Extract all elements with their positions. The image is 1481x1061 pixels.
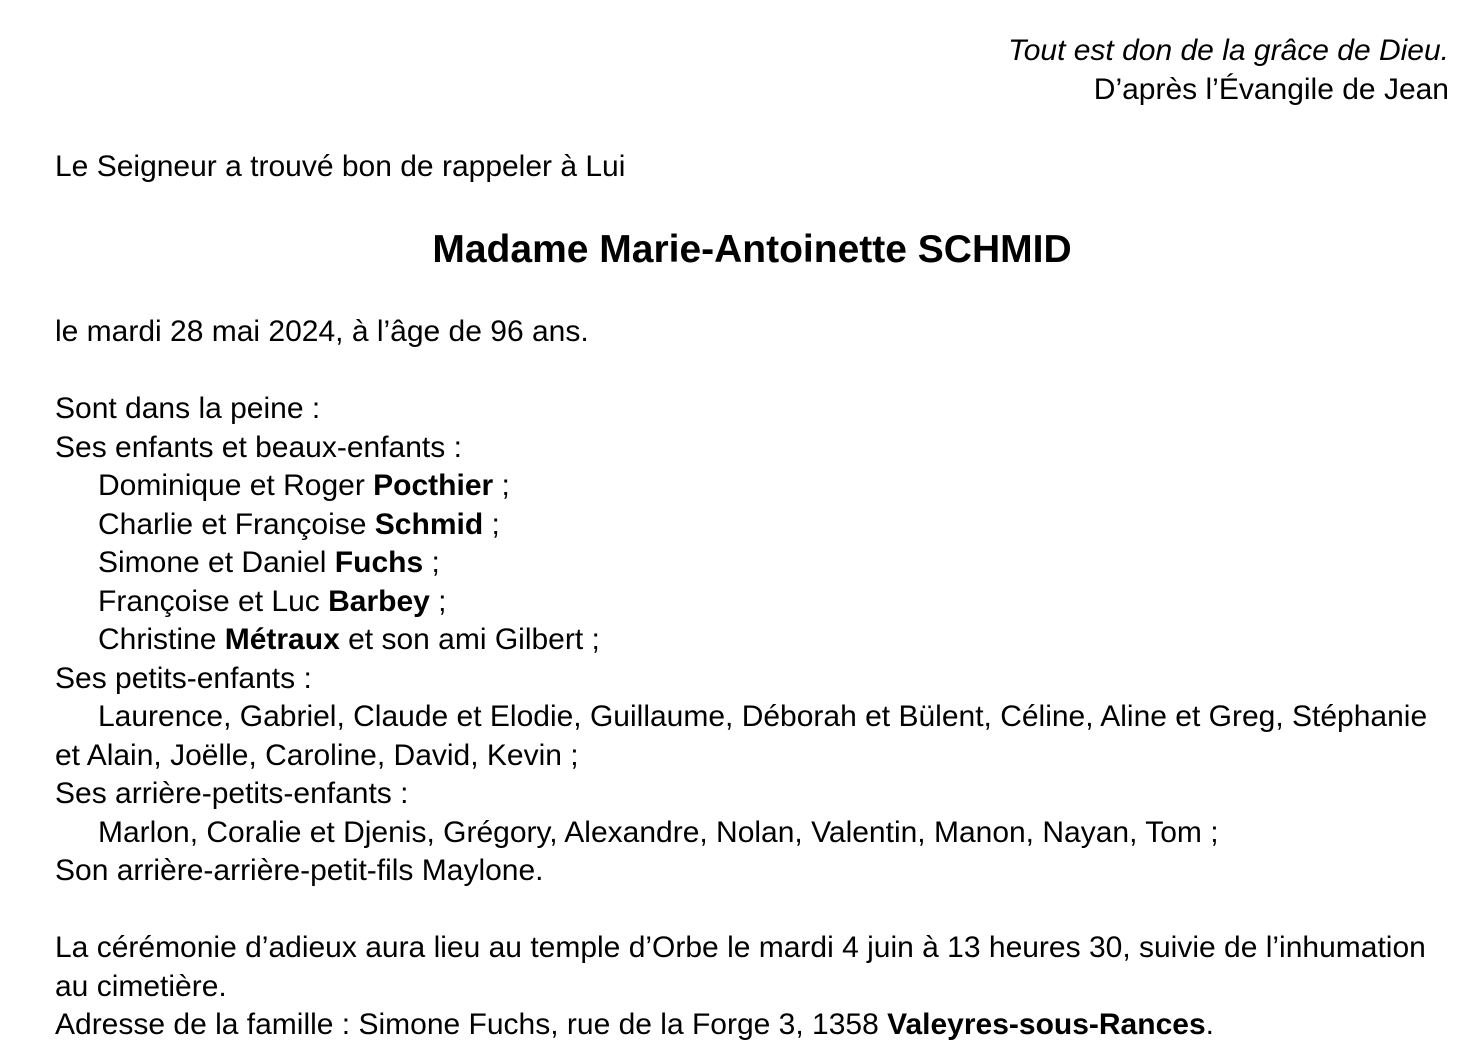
ceremony-section (55, 929, 1449, 1045)
child-surname: Barbey (328, 584, 430, 618)
child-line (55, 583, 1449, 622)
child-names: Christine (98, 623, 225, 656)
child-names: Françoise et Luc (98, 584, 329, 618)
child-line (55, 467, 1449, 506)
child-names: Dominique et Roger (98, 469, 374, 502)
grandchildren-list: Laurence, Gabriel, Claude et Elodie, Guillaume, Déborah et Bülent, Céline, Aline et Greg, Stéphanie et Alain, Joëlle, Caroline, David, Kevin ; (55, 700, 1428, 772)
child-surname: Fuchs (334, 546, 424, 579)
grandchildren-header: Ses petits-enfants : (55, 661, 312, 695)
great-great-grandson-line: Son arrière-arrière-petit-fils Maylone. (55, 854, 544, 887)
address-period: . (1205, 1008, 1214, 1041)
child-suffix: ; (429, 584, 447, 618)
deceased-name-title: Madame Marie-Antoinette SCHMID (432, 227, 1072, 271)
great-grandchildren-header: Ses arrière-petits-enfants : (55, 777, 409, 810)
child-suffix: ; (483, 507, 500, 541)
address-text: Adresse de la famille : Simone Fuchs, rue de la Forge 3, 1358 (55, 1008, 888, 1041)
great-grandchildren-list: Marlon, Coralie et Djenis, Grégory, Alexandre, Nolan, Valentin, Manon, Nayan, Tom ; (98, 815, 1219, 849)
child-suffix: ; (423, 546, 440, 579)
address-locality: Valeyres-sous-Rances (887, 1008, 1206, 1041)
death-date-line: le mardi 28 mai 2024, à l’âge de 96 ans. (55, 315, 589, 348)
child-surname: Pocthier (373, 469, 494, 502)
mourning-header: Sont dans la peine : (55, 392, 321, 425)
child-names: Charlie et Françoise (98, 507, 375, 541)
child-line (55, 621, 1449, 660)
intro-line: Le Seigneur a trouvé bon de rappeler à Lui (55, 149, 626, 183)
child-suffix: et son ami Gilbert ; (339, 623, 600, 656)
family-address-line (55, 1006, 1449, 1045)
child-suffix: ; (493, 469, 510, 502)
child-line (55, 506, 1449, 545)
epigraph-source: D’après l’Évangile de Jean (1093, 72, 1449, 106)
epigraph-quote: Tout est don de la grâce de Dieu. (1008, 34, 1449, 67)
child-names: Simone et Daniel (98, 546, 335, 579)
epigraph (55, 32, 1449, 109)
children-header: Ses enfants et beaux-enfants : (55, 430, 462, 464)
child-surname: Métraux (224, 623, 340, 656)
ceremony-line: La cérémonie d’adieux aura lieu au temple d’Orbe le mardi 4 juin à 13 heures 30, suivie de l’inhumation au cimetière. (55, 931, 1426, 1003)
child-surname: Schmid (374, 507, 484, 541)
mourning-section (55, 390, 1449, 891)
child-line (55, 544, 1449, 583)
